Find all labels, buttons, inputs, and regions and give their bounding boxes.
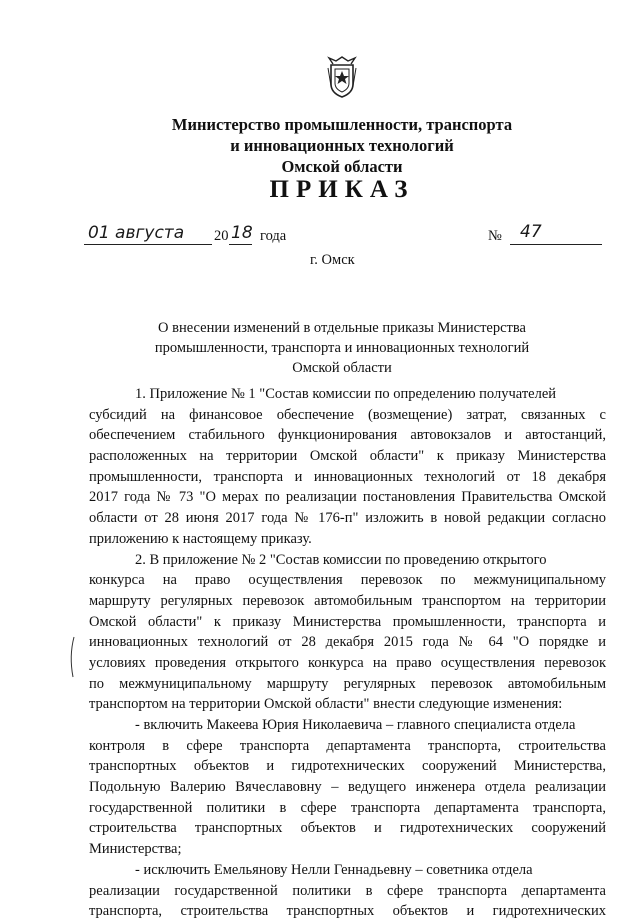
body-line: реализации государственной политики в сфере транспорта департамента [89,882,606,899]
ministry-line: и инновационных технологий [230,136,454,155]
body-line: обеспечением стабильного функционирования автовокзалов и автостанций, [89,427,606,444]
body-line: 2017 года № 73 "О мерах по реализации постановления Правительства Омской [89,489,606,506]
body-line: условиях проведения открытого конкурса на право осуществления перевозок [89,654,606,671]
body-line: Министерства; [89,841,182,858]
handwritten-year: 18 [231,223,253,243]
year-prefix: 20 [214,228,229,244]
body-line: транспортных объектов и гидротехнических сооружений Министерства, [89,758,606,775]
date-underline [84,244,212,245]
body-line: Подольную Валерию Вячеславовну – ведущего инженера отдела реализации [89,779,606,796]
body-line: - включить Макеева Юрия Николаевича – главного специалиста отдела [135,717,576,733]
date-number-line [84,222,604,252]
subject-line: промышленности, транспорта и инновационных технологий [154,340,530,356]
body-line: инновационных технологий от 28 декабря 2015 года № 64 "О порядке и [89,634,606,651]
body-line: расположенных на территории Омской области" к приказу Министерства [89,448,606,465]
body-line: 2. В приложение № 2 "Состав комиссии по проведению открытого [135,551,547,568]
subject-line: Омской области [292,360,392,376]
ministry-line: Омской области [281,157,403,176]
city: г. Омск [310,252,355,268]
body-line: строительства транспортных объектов и гидротехнических сооружений [89,820,606,837]
body-line: Омской области" к приказу Министерства промышленности, транспорта и [89,613,606,630]
ministry-name [100,114,584,177]
body-line: приложению к настоящему приказу. [89,530,312,547]
subject-heading [110,318,574,378]
body-line: субсидий на финансовое обеспечение (возмещение) затрат, связанных с [89,406,606,423]
coat-of-arms-icon [327,56,357,98]
year-underline [229,244,252,245]
document-type-title: ПРИКАЗ [269,176,415,203]
year-word: года [260,228,287,244]
subject-line: О внесении изменений в отдельные приказы Министерства [158,320,526,336]
body-line: области от 28 июня 2017 года № 176-п" изложить в новой редакции согласно [89,510,606,527]
body-line: транспортом на территории Омской области" внести следующие изменения: [89,696,563,713]
order-body [89,384,606,922]
handwritten-date: 01 августа [88,223,185,243]
body-line: транспорта, строительства транспортных объектов и гидротехнических [89,903,606,920]
handwritten-number: 47 [520,222,542,242]
ministry-line: Министерство промышленности, транспорта [171,115,513,134]
number-label: № [488,228,502,244]
body-line: конкурса на право осуществления перевозок по межмуниципальному [89,572,606,589]
body-line: по межмуниципальному маршруту регулярных перевозок автомобильным [89,675,606,692]
body-line: - исключить Емельянову Нелли Геннадьевну – советника отдела [135,861,533,878]
body-line: маршруту регулярных перевозок автомобильным транспортом на территории [89,592,606,609]
body-line: контроля в сфере транспорта департамента транспорта, строительства [89,737,606,754]
body-line: 1. Приложение № 1 "Состав комиссии по определению получателей [135,386,557,402]
number-underline [510,244,602,245]
body-line: промышленности, транспорта и инновационных технологий от 18 декабря [89,468,606,485]
body-line: государственной политики в сфере транспорта департамента транспорта, [89,799,606,816]
margin-mark-icon [67,636,77,678]
